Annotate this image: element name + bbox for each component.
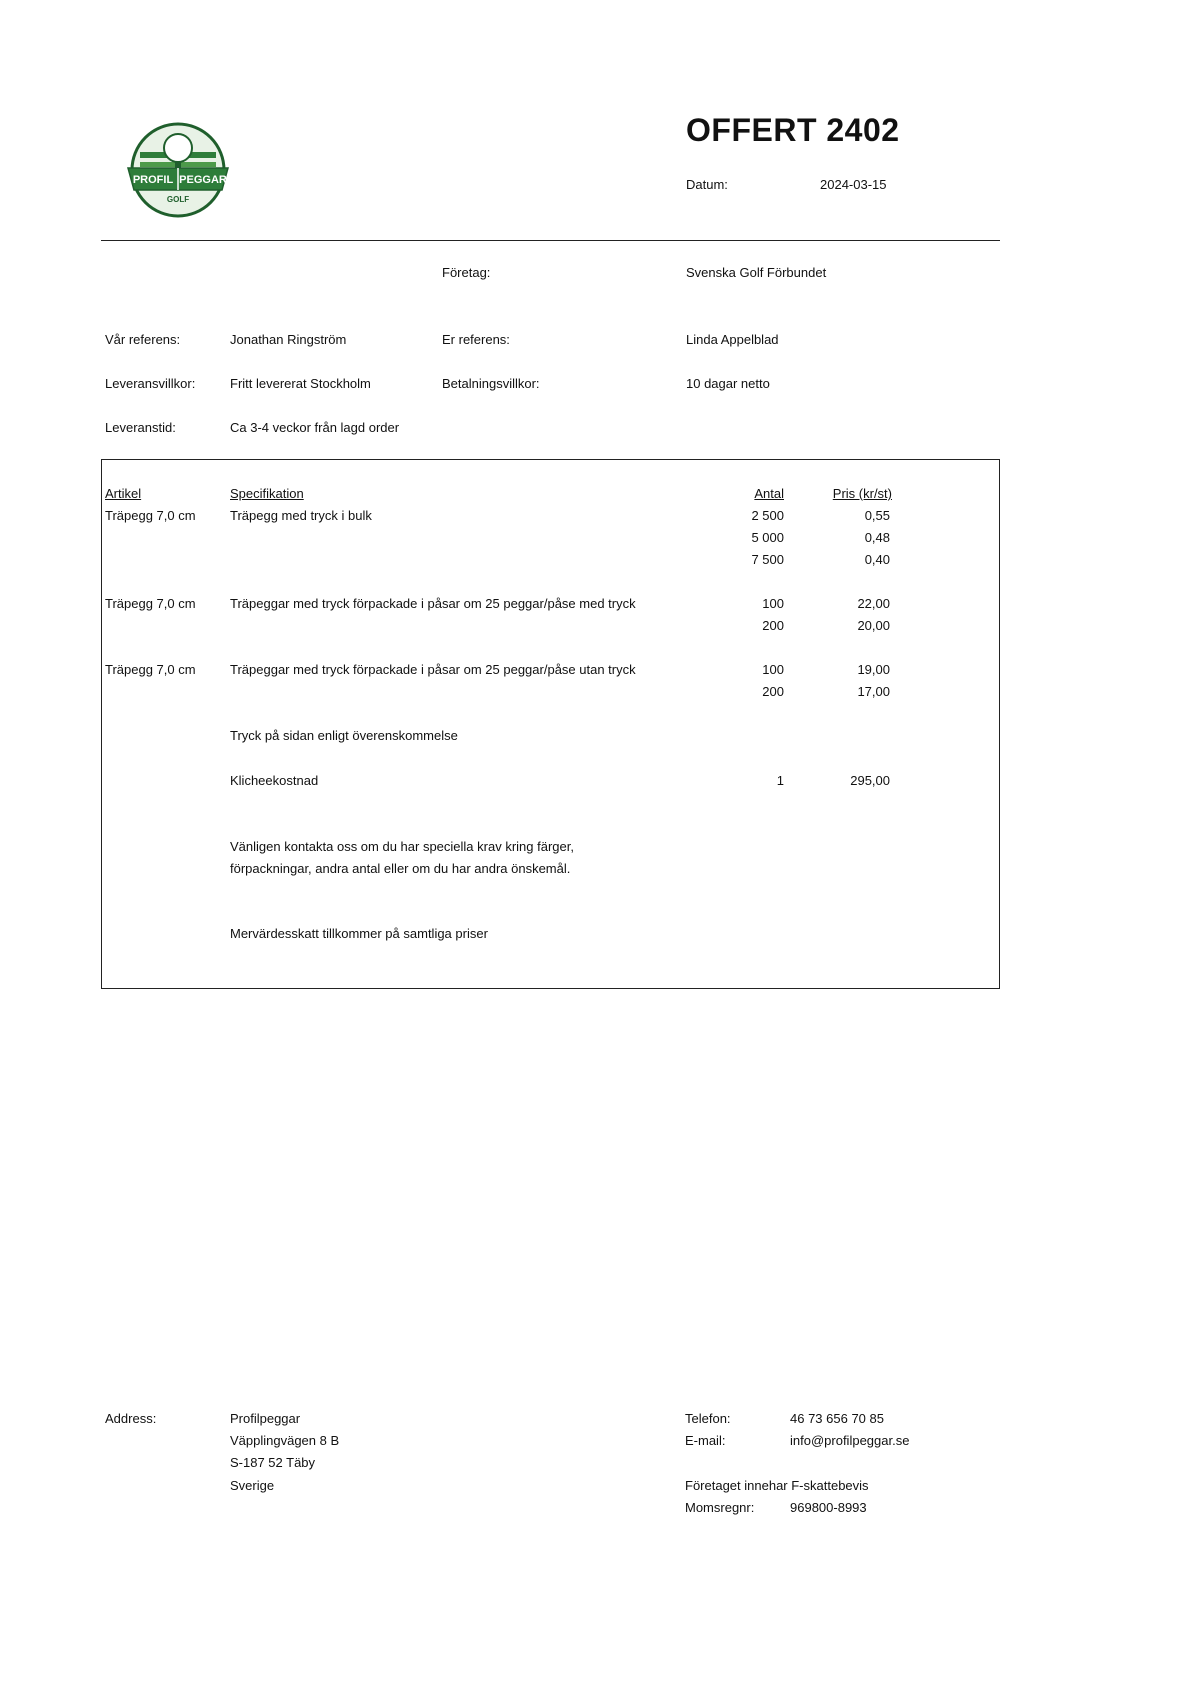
address-line: Sverige — [230, 1478, 275, 1493]
address-line: Väpplingvägen 8 B — [230, 1433, 340, 1448]
table-row-price: 22,00 — [857, 596, 890, 611]
delivery-time-label: Leveranstid: — [105, 420, 176, 435]
vat-reg-label: Momsregnr: — [685, 1500, 755, 1515]
document-title: OFFERT 2402 — [686, 112, 900, 148]
table-row-spec: Klicheekostnad — [230, 773, 319, 788]
table-row-qty: 100 — [762, 662, 784, 677]
table-row-article: Träpegg 7,0 cm — [105, 596, 196, 611]
logo-text-golf: GOLF — [166, 195, 190, 204]
column-header-price: Pris (kr/st) — [832, 486, 892, 501]
your-reference-label: Er referens: — [442, 332, 510, 347]
table-row-qty: 2 500 — [751, 508, 784, 523]
email-link[interactable]: info@profilpeggar.se — [790, 1433, 910, 1448]
table-row-qty: 200 — [762, 684, 784, 699]
column-header-article: Artikel — [105, 486, 142, 501]
our-reference-value: Jonathan Ringström — [230, 332, 347, 347]
address-line: Profilpeggar — [230, 1411, 301, 1426]
contact-note-line-2: förpackningar, andra antal eller om du har andra önskemål. — [230, 861, 571, 876]
logo-text-peggar: PEGGAR — [179, 174, 227, 186]
payment-terms-label: Betalningsvillkor: — [442, 376, 540, 391]
address-label: Address: — [105, 1411, 157, 1426]
table-row-spec: Träpegg med tryck i bulk — [230, 508, 372, 523]
table-row-qty: 100 — [762, 596, 784, 611]
delivery-terms-value: Fritt levererat Stockholm — [230, 376, 371, 391]
table-row-qty: 200 — [762, 618, 784, 633]
table-row-article: Träpegg 7,0 cm — [105, 662, 196, 677]
your-reference-value: Linda Appelblad — [686, 332, 779, 347]
header-divider — [101, 240, 1000, 241]
vat-reg-value: 969800-8993 — [790, 1500, 867, 1515]
table-row-price: 0,48 — [864, 530, 890, 545]
table-row-price: 20,00 — [857, 618, 890, 633]
phone-label: Telefon: — [685, 1411, 731, 1426]
table-row-price: 0,40 — [864, 552, 890, 567]
table-row-qty: 5 000 — [751, 530, 784, 545]
date-label: Datum: — [686, 177, 728, 192]
column-header-qty: Antal — [754, 486, 784, 501]
phone-value: 46 73 656 70 85 — [790, 1411, 884, 1426]
table-row-spec: Träpeggar med tryck förpackade i påsar om 25 peggar/påse med tryck — [230, 596, 636, 611]
payment-terms-value: 10 dagar netto — [686, 376, 770, 391]
our-reference-label: Vår referens: — [105, 332, 181, 347]
company-logo — [118, 118, 238, 228]
table-row-price: 0,55 — [864, 508, 890, 523]
date-value: 2024-03-15 — [820, 177, 887, 192]
address-line: S-187 52 Täby — [230, 1455, 316, 1470]
table-row-qty: 7 500 — [751, 552, 784, 567]
golf-ball-icon — [164, 134, 192, 162]
logo-text-profil: PROFIL — [132, 174, 174, 186]
contact-note-line-1: Vänligen kontakta oss om du har speciella krav kring färger, — [230, 839, 574, 854]
table-row-price: 17,00 — [857, 684, 890, 699]
delivery-terms-label: Leveransvillkor: — [105, 376, 196, 391]
delivery-time-value: Ca 3-4 veckor från lagd order — [230, 420, 400, 435]
company-value: Svenska Golf Förbundet — [686, 265, 827, 280]
table-row-price: 295,00 — [850, 773, 890, 788]
vat-note: Mervärdesskatt tillkommer på samtliga priser — [230, 926, 488, 941]
table-row-spec: Tryck på sidan enligt överenskommelse — [230, 728, 458, 743]
email-label: E-mail: — [685, 1433, 726, 1448]
table-row-price: 19,00 — [857, 662, 890, 677]
column-header-spec: Specifikation — [230, 486, 304, 501]
f-tax-note: Företaget innehar F-skattebevis — [685, 1478, 869, 1493]
table-row-spec: Träpeggar med tryck förpackade i påsar om 25 peggar/påse utan tryck — [230, 662, 636, 677]
company-label: Företag: — [442, 265, 491, 280]
table-row-qty: 1 — [776, 773, 784, 788]
table-row-article: Träpegg 7,0 cm — [105, 508, 196, 523]
